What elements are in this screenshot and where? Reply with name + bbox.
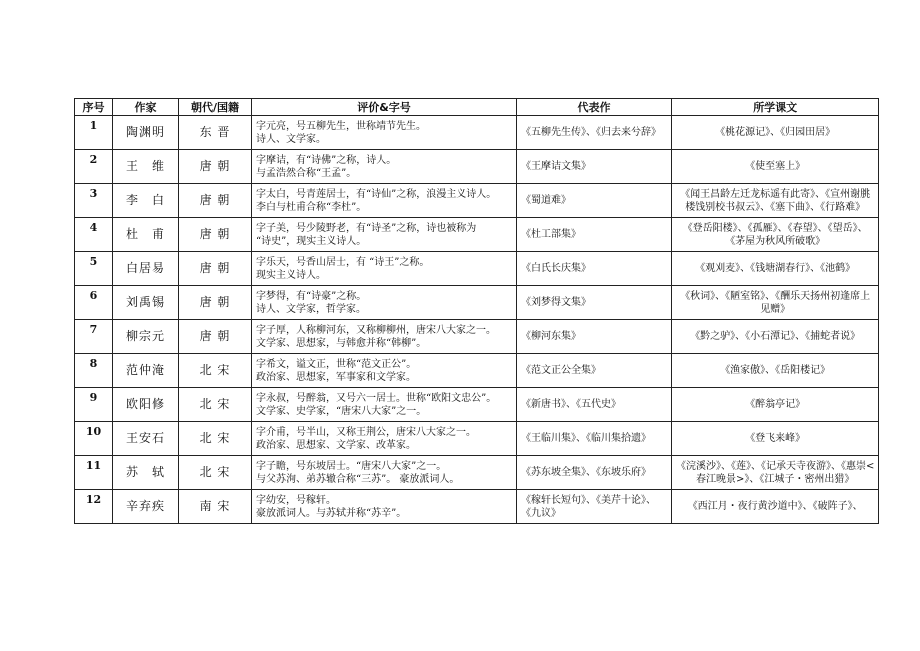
table-row (75, 286, 879, 320)
lessons-cell-line: 《观刈麦》、《钱塘湖春行》、《池鹤》 (695, 263, 856, 274)
evaluation-cell-line: 字希文，谥文正，世称“范文正公”。 (256, 358, 417, 370)
lessons-cell-line: 《秋词》、《陋室铭》、《酬乐天扬州初逢席上 (680, 290, 871, 302)
works-cell (517, 422, 672, 456)
evaluation-cell-line: 字子厚，人称柳河东，又称柳柳州，唐宋八大家之一。 (256, 324, 496, 336)
table-row (75, 150, 879, 184)
dynasty: 唐 朝 (179, 184, 252, 218)
works-cell-line: 《杜工部集》 (521, 229, 581, 240)
lessons-cell (672, 184, 879, 218)
author-name: 杜 甫 (113, 218, 179, 252)
works-cell (517, 388, 672, 422)
works-cell-line: 《王摩诘文集》 (521, 161, 591, 172)
header-dynasty: 朝代/国籍 (179, 99, 252, 116)
author-name: 白居易 (113, 252, 179, 286)
evaluation-cell-line: 字子美，号少陵野老，有“诗圣”之称，诗也被称为 (256, 222, 477, 234)
table-row (75, 388, 879, 422)
evaluation-cell (252, 184, 517, 218)
author-name: 李 白 (113, 184, 179, 218)
authors-table (74, 98, 879, 524)
lessons-cell (672, 354, 879, 388)
evaluation-cell (252, 286, 517, 320)
dynasty: 北 宋 (179, 388, 252, 422)
evaluation-cell-line: 李白与杜甫合称“李杜”。 (256, 201, 367, 213)
table-row (75, 320, 879, 354)
evaluation-cell-line: 字幼安，号稼轩。 (256, 494, 336, 506)
table-row (75, 354, 879, 388)
works-cell (517, 150, 672, 184)
row-number: 2 (75, 150, 113, 184)
works-cell (517, 184, 672, 218)
author-name: 王安石 (113, 422, 179, 456)
lessons-cell (672, 490, 879, 524)
table-row (75, 184, 879, 218)
evaluation-cell-line: 文学家、史学家，“唐宋八大家”之一。 (256, 405, 427, 417)
row-number: 12 (75, 490, 113, 524)
lessons-cell-line: 《登岳阳楼》、《孤雁》、《春望》、《望岳》、 (682, 222, 868, 234)
lessons-cell-line: 《西江月・夜行黄沙道中》、《破阵子》、 (687, 501, 863, 512)
author-name: 王 维 (113, 150, 179, 184)
works-cell-line: 《蜀道难》 (521, 195, 571, 206)
lessons-cell-line: 《渔家傲》、《岳阳楼记》 (720, 365, 831, 376)
evaluation-cell-line: 字永叔，号醉翁，又号六一居士。世称“欧阳文忠公”。 (256, 392, 497, 404)
works-cell (517, 354, 672, 388)
row-number: 8 (75, 354, 113, 388)
evaluation-cell (252, 320, 517, 354)
lessons-cell-line: 楼饯别校书叔云》、《塞下曲》、《行路难》 (685, 201, 866, 213)
table-row (75, 218, 879, 252)
works-cell (517, 218, 672, 252)
header-author: 作家 (113, 99, 179, 116)
author-name: 辛弃疾 (113, 490, 179, 524)
works-cell (517, 286, 672, 320)
evaluation-cell-line: 诗人、文学家，哲学家。 (256, 303, 366, 315)
evaluation-cell-line: 字介甫，号半山，又称王荆公，唐宋八大家之一。 (256, 426, 476, 438)
lessons-cell (672, 286, 879, 320)
row-number: 9 (75, 388, 113, 422)
evaluation-cell-line: 字乐天，号香山居士，有 “诗王”之称。 (256, 256, 430, 268)
works-cell (517, 252, 672, 286)
header-row (75, 99, 879, 116)
row-number: 10 (75, 422, 113, 456)
dynasty: 唐 朝 (179, 252, 252, 286)
evaluation-cell (252, 490, 517, 524)
lessons-cell (672, 422, 879, 456)
lessons-cell-line: 《闻王昌龄左迁龙标遥有此寄》、《宣州谢朓 (680, 188, 871, 200)
row-number: 5 (75, 252, 113, 286)
dynasty: 东 晋 (179, 116, 252, 150)
evaluation-cell-line: 政治家、思想家、文学家、改革家。 (256, 439, 416, 451)
row-number: 6 (75, 286, 113, 320)
works-cell-line: 《新唐书》、《五代史》 (521, 399, 621, 410)
works-cell (517, 320, 672, 354)
dynasty: 唐 朝 (179, 218, 252, 252)
lessons-cell (672, 252, 879, 286)
header-lessons: 所学课文 (672, 99, 879, 116)
author-name: 陶渊明 (113, 116, 179, 150)
evaluation-cell (252, 252, 517, 286)
evaluation-cell (252, 218, 517, 252)
dynasty: 北 宋 (179, 354, 252, 388)
evaluation-cell (252, 354, 517, 388)
table-row (75, 116, 879, 150)
evaluation-cell-line: 与父苏洵、弟苏辙合称“三苏”。 豪放派词人。 (256, 473, 460, 485)
works-cell (517, 116, 672, 150)
works-cell-line: 《苏东坡全集》、《东坡乐府》 (521, 467, 651, 478)
dynasty: 北 宋 (179, 456, 252, 490)
evaluation-cell (252, 388, 517, 422)
evaluation-cell-line: 与孟浩然合称“王孟”。 (256, 167, 357, 179)
row-number: 3 (75, 184, 113, 218)
lessons-cell-line: 《醉翁亭记》 (745, 399, 806, 410)
works-cell-line: 《稼轩长短句》、《美芹十论》、 (521, 494, 656, 506)
dynasty: 北 宋 (179, 422, 252, 456)
row-number: 1 (75, 116, 113, 150)
works-cell (517, 490, 672, 524)
header-works: 代表作 (517, 99, 672, 116)
works-cell-line: 《范文正公全集》 (521, 365, 601, 376)
author-name: 苏 轼 (113, 456, 179, 490)
lessons-cell-line: 《茅屋为秋风所破歌》 (725, 235, 826, 247)
header-num: 序号 (75, 99, 113, 116)
lessons-cell-line: 见赠》 (760, 303, 791, 315)
evaluation-cell-line: 文学家、思想家，与韩愈并称“韩柳”。 (256, 337, 427, 349)
lessons-cell (672, 456, 879, 490)
author-name: 刘禹锡 (113, 286, 179, 320)
lessons-cell-line: 《浣溪沙》、《莲》、《记承天寺夜游》、《惠崇< (676, 460, 875, 472)
lessons-cell (672, 116, 879, 150)
evaluation-cell-line: 字摩诘，有“诗佛”之称，诗人。 (256, 154, 397, 166)
lessons-cell (672, 388, 879, 422)
table-row (75, 490, 879, 524)
row-number: 7 (75, 320, 113, 354)
lessons-cell-line: 春江晚景>》、《江城子・密州出猎》 (696, 473, 855, 485)
evaluation-cell-line: 政治家、思想家，军事家和文学家。 (256, 371, 416, 383)
evaluation-cell (252, 150, 517, 184)
evaluation-cell (252, 456, 517, 490)
lessons-cell-line: 《桃花源记》、《归园田居》 (715, 127, 836, 138)
works-cell-line: 《五柳先生传》、《归去来兮辞》 (521, 127, 661, 138)
table-row (75, 422, 879, 456)
table-row (75, 252, 879, 286)
dynasty: 唐 朝 (179, 286, 252, 320)
evaluation-cell (252, 116, 517, 150)
lessons-cell-line: 《登飞来峰》 (745, 433, 806, 444)
lessons-cell (672, 218, 879, 252)
dynasty: 唐 朝 (179, 320, 252, 354)
author-name: 范仲淹 (113, 354, 179, 388)
evaluation-cell-line: 豪放派词人。与苏轼并称“苏辛”。 (256, 507, 407, 519)
table-row (75, 456, 879, 490)
works-cell-line: 《王临川集》、《临川集拾遗》 (521, 433, 651, 444)
works-cell-line: 《刘梦得文集》 (521, 297, 591, 308)
dynasty: 唐 朝 (179, 150, 252, 184)
works-cell-line: 《九议》 (521, 507, 561, 519)
evaluation-cell-line: 现实主义诗人。 (256, 269, 326, 281)
works-cell (517, 456, 672, 490)
works-cell-line: 《柳河东集》 (521, 331, 581, 342)
evaluation-cell-line: 字元亮，号五柳先生，世称靖节先生。 (256, 120, 426, 132)
evaluation-cell-line: 字子瞻，号东坡居士。“唐宋八大家”之一。 (256, 460, 447, 472)
evaluation-cell-line: 字梦得，有“诗豪”之称。 (256, 290, 367, 302)
lessons-cell (672, 150, 879, 184)
evaluation-cell-line: “诗史”，现实主义诗人。 (256, 235, 367, 247)
lessons-cell-line: 《使至塞上》 (745, 161, 806, 172)
evaluation-cell-line: 诗人、文学家。 (256, 133, 326, 145)
lessons-cell-line: 《黔之驴》、《小石潭记》、《捕蛇者说》 (690, 331, 861, 342)
evaluation-cell-line: 字太白，号青莲居士，有“诗仙”之称，浪漫主义诗人。 (256, 188, 497, 200)
author-name: 欧阳修 (113, 388, 179, 422)
row-number: 11 (75, 456, 113, 490)
dynasty: 南 宋 (179, 490, 252, 524)
lessons-cell (672, 320, 879, 354)
header-evaluation: 评价&字号 (252, 99, 517, 116)
evaluation-cell (252, 422, 517, 456)
row-number: 4 (75, 218, 113, 252)
works-cell-line: 《白氏长庆集》 (521, 263, 591, 274)
author-name: 柳宗元 (113, 320, 179, 354)
